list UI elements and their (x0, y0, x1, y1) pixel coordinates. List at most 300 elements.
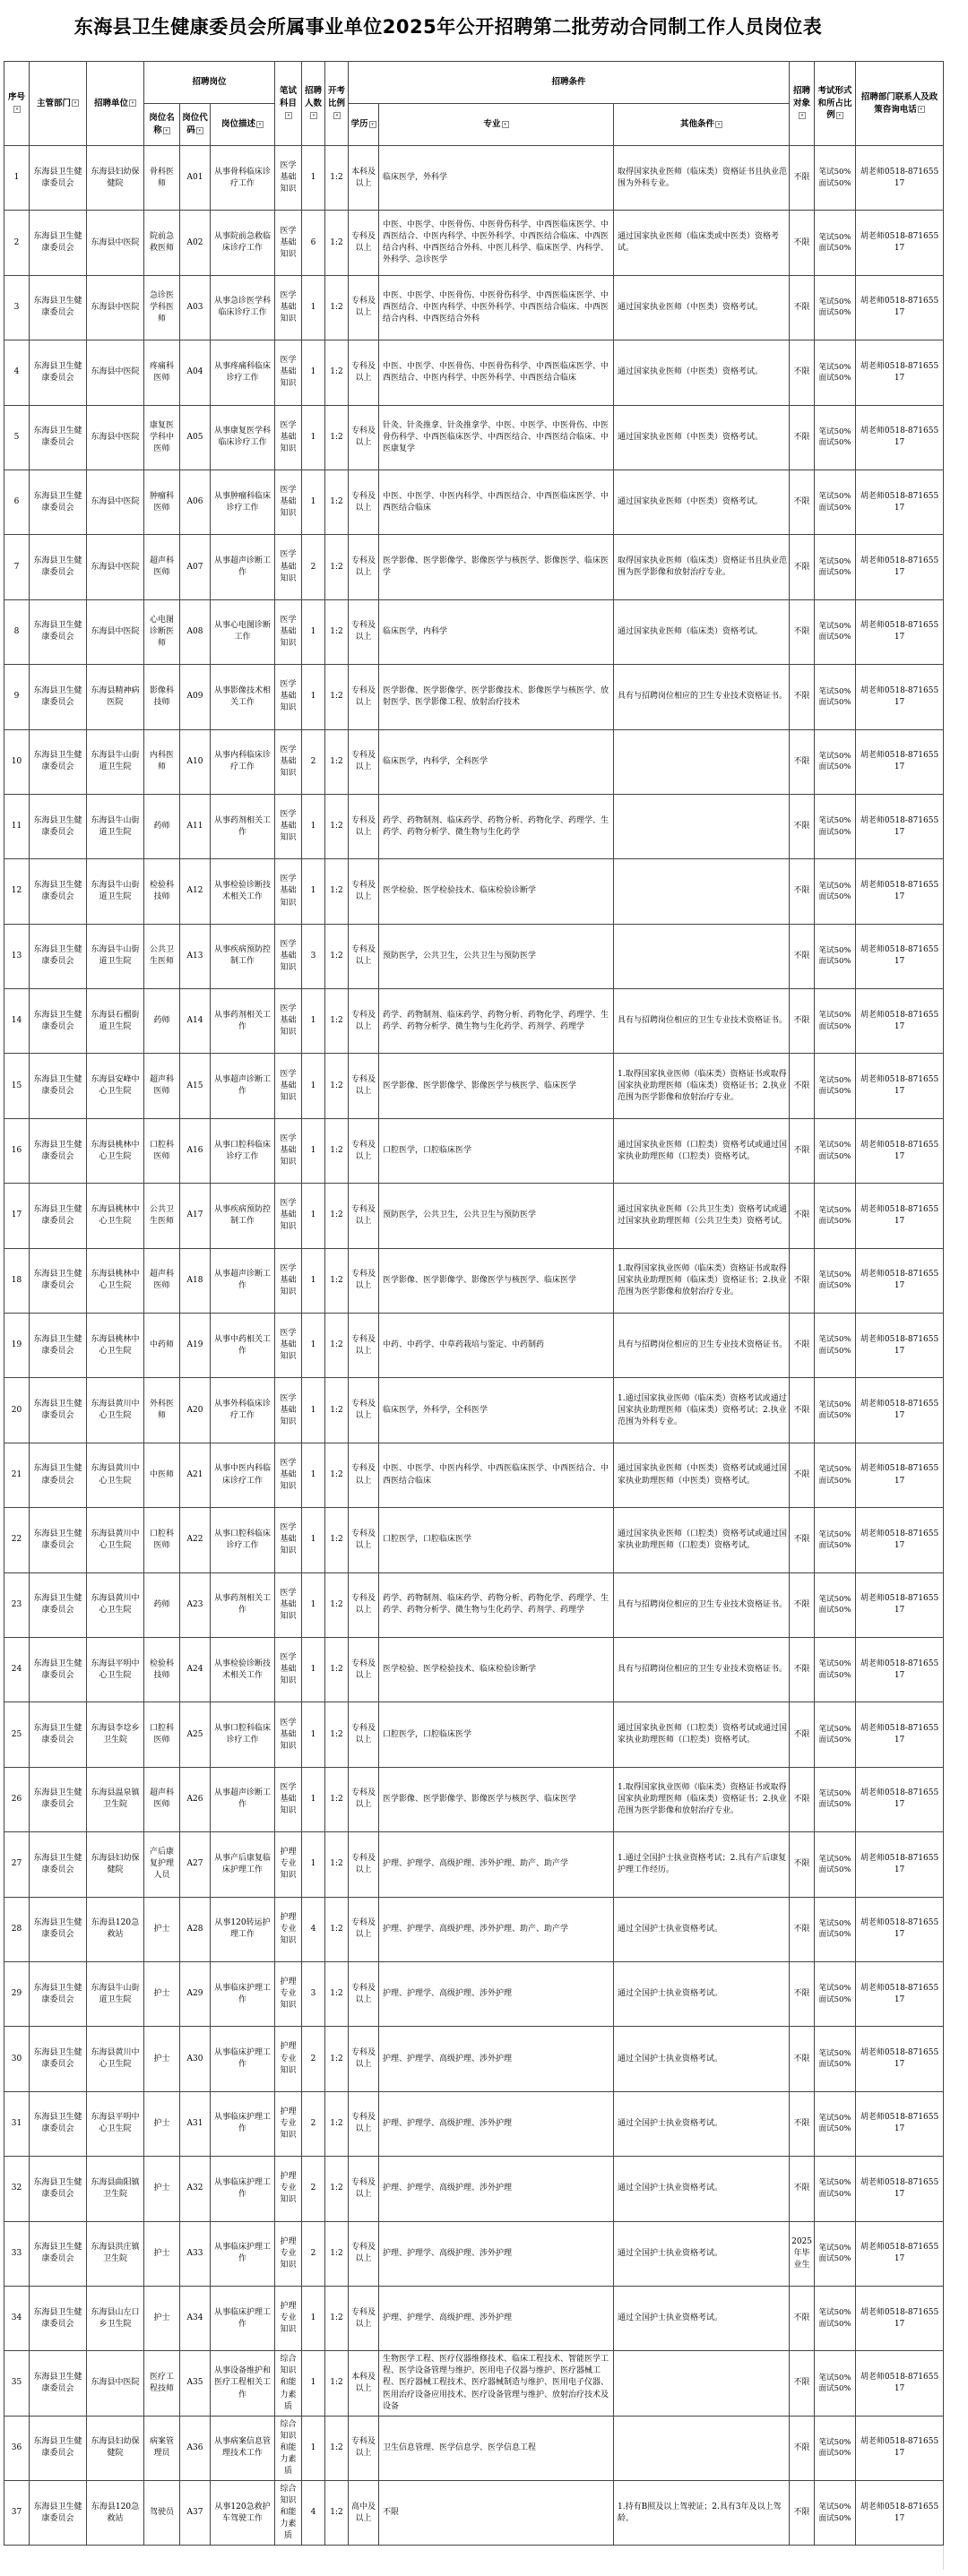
cell-post-name[interactable]: 心电图诊断医师 (144, 599, 180, 664)
cell-exam[interactable]: 医学基础知识 (275, 146, 302, 211)
cell-edu[interactable]: 专科及以上 (349, 275, 379, 340)
cell-seq[interactable]: 21 (4, 1443, 30, 1507)
cell-method[interactable]: 笔试50%面试50% (815, 1118, 856, 1183)
cell-major[interactable]: 口腔医学，口腔临床医学 (379, 1702, 614, 1767)
cell-exam[interactable]: 医学基础知识 (275, 924, 302, 988)
cell-seq[interactable]: 30 (4, 2027, 30, 2091)
cell-count[interactable]: 1 (302, 794, 325, 858)
cell-exam[interactable]: 医学基础知识 (275, 989, 302, 1054)
cell-post-code[interactable]: A35 (180, 2351, 211, 2416)
cell-major[interactable]: 护理、护理学、高级护理、涉外护理 (379, 2027, 614, 2091)
cell-exam[interactable]: 医学基础知识 (275, 1572, 302, 1637)
cell-seq[interactable]: 11 (4, 794, 30, 858)
cell-contact[interactable]: 胡老师0518-87165517 (856, 1378, 944, 1443)
cell-contact[interactable]: 胡老师0518-87165517 (856, 2351, 944, 2416)
cell-post-desc[interactable]: 从事心电图诊断工作 (211, 599, 275, 664)
cell-other[interactable]: 通过国家执业医师（口腔类）资格考试或通过国家执业助理医师（口腔类）资格考试。 (614, 1118, 790, 1183)
cell-dept[interactable]: 东海县卫生健康委员会 (30, 2286, 87, 2350)
cell-method[interactable]: 笔试50%面试50% (815, 275, 856, 340)
cell-edu[interactable]: 本科及以上 (349, 2351, 379, 2416)
cell-unit[interactable]: 东海县黄川中心卫生院 (87, 1572, 144, 1637)
cell-other[interactable]: 通过国家执业医师（临床类）资格考试。 (614, 599, 790, 664)
cell-method[interactable]: 笔试50%面试50% (815, 599, 856, 664)
cell-post-name[interactable]: 检验科技师 (144, 859, 180, 924)
cell-edu[interactable]: 专科及以上 (349, 2221, 379, 2286)
cell-post-desc[interactable]: 从事设备维护和医疗工程相关工作 (211, 2351, 275, 2416)
cell-unit[interactable]: 东海县黄川中心卫生院 (87, 1508, 144, 1572)
cell-unit[interactable]: 东海县中医院 (87, 275, 144, 340)
cell-edu[interactable]: 专科及以上 (349, 1378, 379, 1443)
cell-contact[interactable]: 胡老师0518-87165517 (856, 665, 944, 729)
cell-post-code[interactable]: A24 (180, 1637, 211, 1702)
cell-ratio[interactable]: 1:2 (325, 405, 349, 470)
cell-post-code[interactable]: A16 (180, 1118, 211, 1183)
cell-contact[interactable]: 胡老师0518-87165517 (856, 1054, 944, 1118)
cell-exam[interactable]: 护理专业知识 (275, 1897, 302, 1961)
cell-dept[interactable]: 东海县卫生健康委员会 (30, 1832, 87, 1897)
cell-unit[interactable]: 东海县牛山街道卫生院 (87, 924, 144, 988)
cell-seq[interactable]: 15 (4, 1054, 30, 1118)
cell-count[interactable]: 1 (302, 470, 325, 534)
cell-count[interactable]: 1 (302, 2416, 325, 2480)
cell-post-code[interactable]: A01 (180, 146, 211, 211)
cell-ratio[interactable]: 1:2 (325, 924, 349, 988)
cell-post-name[interactable]: 超声科医师 (144, 1054, 180, 1118)
cell-edu[interactable]: 专科及以上 (349, 211, 379, 275)
cell-contact[interactable]: 胡老师0518-87165517 (856, 1184, 944, 1248)
cell-target[interactable]: 不限 (790, 1248, 815, 1313)
cell-unit[interactable]: 东海县桃林中心卫生院 (87, 1314, 144, 1378)
cell-major[interactable]: 护理、护理学、高级护理、涉外护理、助产、助产学 (379, 1897, 614, 1961)
cell-edu[interactable]: 专科及以上 (349, 859, 379, 924)
cell-target[interactable]: 不限 (790, 1314, 815, 1378)
cell-ratio[interactable]: 1:2 (325, 1961, 349, 2026)
header-post-desc[interactable]: 岗位描述 ▾ (211, 104, 275, 146)
header-post-name[interactable]: 岗位名称 ▾ (144, 104, 180, 146)
cell-post-code[interactable]: A12 (180, 859, 211, 924)
cell-exam[interactable]: 医学基础知识 (275, 1314, 302, 1378)
cell-count[interactable]: 1 (302, 1054, 325, 1118)
cell-post-name[interactable]: 骨科医师 (144, 146, 180, 211)
cell-ratio[interactable]: 1:2 (325, 1054, 349, 1118)
cell-contact[interactable]: 胡老师0518-87165517 (856, 2416, 944, 2480)
cell-other[interactable]: 1.取得国家执业医师（临床类）资格证书或取得国家执业助理医师（临床类）资格证书；2.执业范围为医学影像和放射治疗专业。 (614, 1248, 790, 1313)
cell-method[interactable]: 笔试50%面试50% (815, 1443, 856, 1507)
cell-contact[interactable]: 胡老师0518-87165517 (856, 275, 944, 340)
cell-major[interactable]: 护理、护理学、高级护理、涉外护理 (379, 2157, 614, 2221)
cell-ratio[interactable]: 1:2 (325, 1637, 349, 1702)
cell-post-code[interactable]: A26 (180, 1767, 211, 1831)
cell-contact[interactable]: 胡老师0518-87165517 (856, 1572, 944, 1637)
cell-post-code[interactable]: A08 (180, 599, 211, 664)
cell-exam[interactable]: 医学基础知识 (275, 1054, 302, 1118)
cell-other[interactable] (614, 729, 790, 794)
cell-seq[interactable]: 28 (4, 1897, 30, 1961)
cell-target[interactable]: 不限 (790, 535, 815, 599)
cell-target[interactable]: 不限 (790, 1897, 815, 1961)
cell-contact[interactable]: 胡老师0518-87165517 (856, 2286, 944, 2350)
cell-dept[interactable]: 东海县卫生健康委员会 (30, 2351, 87, 2416)
cell-dept[interactable]: 东海县卫生健康委员会 (30, 146, 87, 211)
cell-post-code[interactable]: A14 (180, 989, 211, 1054)
cell-post-desc[interactable]: 从事临床护理工作 (211, 2091, 275, 2156)
cell-unit[interactable]: 东海县牛山街道卫生院 (87, 794, 144, 858)
cell-seq[interactable]: 3 (4, 275, 30, 340)
cell-ratio[interactable]: 1:2 (325, 1897, 349, 1961)
cell-major[interactable]: 临床医学，内科学，全科医学 (379, 729, 614, 794)
cell-post-desc[interactable]: 从事超声诊断工作 (211, 1248, 275, 1313)
cell-post-name[interactable]: 内科医师 (144, 729, 180, 794)
cell-ratio[interactable]: 1:2 (325, 146, 349, 211)
cell-post-name[interactable]: 院前急救医师 (144, 211, 180, 275)
cell-post-code[interactable]: A36 (180, 2416, 211, 2480)
cell-other[interactable]: 通过全国护士执业资格考试。 (614, 1961, 790, 2026)
cell-post-code[interactable]: A13 (180, 924, 211, 988)
cell-exam[interactable]: 医学基础知识 (275, 1767, 302, 1831)
cell-edu[interactable]: 本科及以上 (349, 146, 379, 211)
cell-unit[interactable]: 东海县120急救站 (87, 1897, 144, 1961)
cell-ratio[interactable]: 1:2 (325, 1443, 349, 1507)
cell-post-name[interactable]: 超声科医师 (144, 535, 180, 599)
cell-exam[interactable]: 护理专业知识 (275, 2091, 302, 2156)
cell-contact[interactable]: 胡老师0518-87165517 (856, 1637, 944, 1702)
cell-count[interactable]: 1 (302, 340, 325, 405)
cell-method[interactable]: 笔试50%面试50% (815, 989, 856, 1054)
cell-ratio[interactable]: 1:2 (325, 2091, 349, 2156)
cell-other[interactable]: 通过全国护士执业资格考试。 (614, 1897, 790, 1961)
cell-seq[interactable]: 34 (4, 2286, 30, 2350)
cell-ratio[interactable]: 1:2 (325, 2351, 349, 2416)
cell-dept[interactable]: 东海县卫生健康委员会 (30, 2416, 87, 2480)
cell-count[interactable]: 4 (302, 1897, 325, 1961)
cell-ratio[interactable]: 1:2 (325, 1767, 349, 1831)
cell-post-name[interactable]: 公共卫生医师 (144, 924, 180, 988)
cell-post-desc[interactable]: 从事内科临床诊疗工作 (211, 729, 275, 794)
cell-major[interactable]: 预防医学，公共卫生，公共卫生与预防医学 (379, 1184, 614, 1248)
cell-contact[interactable]: 胡老师0518-87165517 (856, 1961, 944, 2026)
cell-major[interactable]: 中医、中医学、中医内科学、中西医结合、中西医临床医学、中西医结合临床 (379, 470, 614, 534)
cell-count[interactable]: 1 (302, 1118, 325, 1183)
cell-target[interactable]: 不限 (790, 1961, 815, 2026)
cell-post-desc[interactable]: 从事药剂相关工作 (211, 989, 275, 1054)
cell-other[interactable]: 通过全国护士执业资格考试。 (614, 2221, 790, 2286)
cell-unit[interactable]: 东海县中医院 (87, 599, 144, 664)
cell-seq[interactable]: 14 (4, 989, 30, 1054)
cell-edu[interactable]: 专科及以上 (349, 2286, 379, 2350)
cell-edu[interactable]: 专科及以上 (349, 1443, 379, 1507)
cell-target[interactable]: 不限 (790, 599, 815, 664)
cell-post-desc[interactable]: 从事检验诊断技术相关工作 (211, 859, 275, 924)
cell-seq[interactable]: 31 (4, 2091, 30, 2156)
cell-unit[interactable]: 东海县中医院 (87, 340, 144, 405)
cell-contact[interactable]: 胡老师0518-87165517 (856, 1443, 944, 1507)
cell-post-name[interactable]: 驾驶员 (144, 2481, 180, 2546)
cell-ratio[interactable]: 1:2 (325, 729, 349, 794)
cell-seq[interactable]: 4 (4, 340, 30, 405)
cell-dept[interactable]: 东海县卫生健康委员会 (30, 2091, 87, 2156)
cell-exam[interactable]: 医学基础知识 (275, 535, 302, 599)
cell-exam[interactable]: 护理专业知识 (275, 1961, 302, 2026)
cell-post-name[interactable]: 检验科技师 (144, 1637, 180, 1702)
cell-other[interactable]: 通过全国护士执业资格考试。 (614, 2157, 790, 2221)
cell-major[interactable]: 口腔医学，口腔临床医学 (379, 1508, 614, 1572)
cell-target[interactable]: 不限 (790, 1443, 815, 1507)
cell-seq[interactable]: 36 (4, 2416, 30, 2480)
cell-post-name[interactable]: 药师 (144, 794, 180, 858)
cell-contact[interactable]: 胡老师0518-87165517 (856, 989, 944, 1054)
cell-unit[interactable]: 东海县中医院 (87, 211, 144, 275)
cell-major[interactable]: 护理、护理学、高级护理、涉外护理 (379, 2221, 614, 2286)
cell-major[interactable]: 护理、护理学、高级护理、涉外护理、助产、助产学 (379, 1832, 614, 1897)
cell-target[interactable]: 不限 (790, 470, 815, 534)
cell-post-code[interactable]: A15 (180, 1054, 211, 1118)
cell-method[interactable]: 笔试50%面试50% (815, 2351, 856, 2416)
cell-unit[interactable]: 东海县桃林中心卫生院 (87, 1184, 144, 1248)
cell-dept[interactable]: 东海县卫生健康委员会 (30, 1767, 87, 1831)
cell-post-code[interactable]: A17 (180, 1184, 211, 1248)
cell-target[interactable]: 不限 (790, 2157, 815, 2221)
cell-target[interactable]: 不限 (790, 2286, 815, 2350)
cell-method[interactable]: 笔试50%面试50% (815, 665, 856, 729)
cell-method[interactable]: 笔试50%面试50% (815, 1378, 856, 1443)
cell-dept[interactable]: 东海县卫生健康委员会 (30, 1184, 87, 1248)
cell-dept[interactable]: 东海县卫生健康委员会 (30, 1637, 87, 1702)
cell-dept[interactable]: 东海县卫生健康委员会 (30, 1702, 87, 1767)
cell-post-name[interactable]: 护士 (144, 2286, 180, 2350)
cell-method[interactable]: 笔试50%面试50% (815, 2221, 856, 2286)
cell-dept[interactable]: 东海县卫生健康委员会 (30, 1378, 87, 1443)
cell-edu[interactable]: 高中及以上 (349, 2481, 379, 2546)
cell-seq[interactable]: 8 (4, 599, 30, 664)
cell-target[interactable]: 不限 (790, 1572, 815, 1637)
cell-major[interactable]: 针灸、针灸推拿、针灸推拿学、中医、中医学、中医骨伤、中医骨伤科学、中西医临床医学、中西医结合、中西医结合临床、中医康复学 (379, 405, 614, 470)
cell-major[interactable]: 生物医学工程、医疗仪器维修技术、临床工程技术、智能医学工程、医学设备管理与维护、医用电子仪器与维护、医疗器械工程、医疗器械工程技术、医疗器械制造与维护、医用电子仪器、医用治疗设备应用技术、医疗设备管理与维护、放射治疗技术及设备 (379, 2351, 614, 2416)
cell-target[interactable]: 不限 (790, 2481, 815, 2546)
cell-count[interactable]: 6 (302, 211, 325, 275)
cell-ratio[interactable]: 1:2 (325, 2416, 349, 2480)
cell-edu[interactable]: 专科及以上 (349, 1767, 379, 1831)
cell-contact[interactable]: 胡老师0518-87165517 (856, 340, 944, 405)
cell-edu[interactable]: 专科及以上 (349, 1637, 379, 1702)
cell-edu[interactable]: 专科及以上 (349, 1572, 379, 1637)
cell-exam[interactable]: 综合知识和能力素质 (275, 2351, 302, 2416)
cell-other[interactable]: 具有与招聘岗位相应的卫生专业技术资格证书。 (614, 1572, 790, 1637)
cell-post-name[interactable]: 超声科医师 (144, 1767, 180, 1831)
cell-exam[interactable]: 综合知识和能力素质 (275, 2416, 302, 2480)
cell-post-code[interactable]: A23 (180, 1572, 211, 1637)
cell-count[interactable]: 2 (302, 2091, 325, 2156)
cell-post-desc[interactable]: 从事口腔科临床诊疗工作 (211, 1702, 275, 1767)
cell-post-desc[interactable]: 从事影像技术相关工作 (211, 665, 275, 729)
cell-post-desc[interactable]: 从事病案信息管理技术工作 (211, 2416, 275, 2480)
cell-dept[interactable]: 东海县卫生健康委员会 (30, 2027, 87, 2091)
cell-post-code[interactable]: A30 (180, 2027, 211, 2091)
cell-edu[interactable]: 专科及以上 (349, 470, 379, 534)
cell-other[interactable] (614, 2351, 790, 2416)
header-ratio[interactable]: 开考比例▾ (325, 62, 349, 146)
cell-dept[interactable]: 东海县卫生健康委员会 (30, 340, 87, 405)
cell-post-name[interactable]: 护士 (144, 2221, 180, 2286)
cell-ratio[interactable]: 1:2 (325, 1832, 349, 1897)
cell-post-code[interactable]: A19 (180, 1314, 211, 1378)
header-target[interactable]: 招聘对象▾ (790, 62, 815, 146)
cell-post-desc[interactable]: 从事超声诊断工作 (211, 1767, 275, 1831)
cell-dept[interactable]: 东海县卫生健康委员会 (30, 599, 87, 664)
cell-method[interactable]: 笔试50%面试50% (815, 924, 856, 988)
cell-other[interactable]: 通过全国护士执业资格考试。 (614, 2091, 790, 2156)
cell-unit[interactable]: 东海县李埝乡卫生院 (87, 1702, 144, 1767)
cell-target[interactable]: 不限 (790, 924, 815, 988)
cell-dept[interactable]: 东海县卫生健康委员会 (30, 729, 87, 794)
cell-unit[interactable]: 东海县曲阳镇卫生院 (87, 2157, 144, 2221)
cell-count[interactable]: 1 (302, 1378, 325, 1443)
cell-other[interactable]: 通过国家执业医师（中医类）资格考试或通过国家执业助理医师（中医类）资格考试。 (614, 1443, 790, 1507)
cell-post-name[interactable]: 疼痛科医师 (144, 340, 180, 405)
cell-seq[interactable]: 20 (4, 1378, 30, 1443)
cell-post-desc[interactable]: 从事药剂相关工作 (211, 1572, 275, 1637)
cell-post-code[interactable]: A34 (180, 2286, 211, 2350)
cell-post-code[interactable]: A33 (180, 2221, 211, 2286)
cell-contact[interactable]: 胡老师0518-87165517 (856, 2221, 944, 2286)
cell-post-desc[interactable]: 从事骨科临床诊疗工作 (211, 146, 275, 211)
cell-target[interactable]: 不限 (790, 1118, 815, 1183)
cell-contact[interactable]: 胡老师0518-87165517 (856, 2157, 944, 2221)
cell-contact[interactable]: 胡老师0518-87165517 (856, 1832, 944, 1897)
cell-exam[interactable]: 综合知识和能力素质 (275, 2481, 302, 2546)
cell-post-desc[interactable]: 从事检验诊断技术相关工作 (211, 1637, 275, 1702)
cell-post-desc[interactable]: 从事疾病预防控制工作 (211, 924, 275, 988)
cell-other[interactable]: 1.持有B照及以上驾驶证；2.具有3年及以上驾龄。 (614, 2481, 790, 2546)
cell-post-code[interactable]: A09 (180, 665, 211, 729)
cell-target[interactable]: 不限 (790, 1702, 815, 1767)
cell-exam[interactable]: 医学基础知识 (275, 211, 302, 275)
cell-edu[interactable]: 专科及以上 (349, 2027, 379, 2091)
cell-other[interactable]: 具有与招聘岗位相应的卫生专业技术资格证书。 (614, 989, 790, 1054)
cell-ratio[interactable]: 1:2 (325, 1118, 349, 1183)
cell-post-name[interactable]: 肿瘤科医师 (144, 470, 180, 534)
cell-other[interactable]: 通过国家执业医师（口腔类）资格考试或通过国家执业助理医师（口腔类）资格考试。 (614, 1508, 790, 1572)
cell-seq[interactable]: 16 (4, 1118, 30, 1183)
cell-seq[interactable]: 23 (4, 1572, 30, 1637)
cell-edu[interactable]: 专科及以上 (349, 340, 379, 405)
cell-ratio[interactable]: 1:2 (325, 1184, 349, 1248)
cell-other[interactable]: 1.通过全国护士执业资格考试；2.具有产后康复护理工作经历。 (614, 1832, 790, 1897)
cell-contact[interactable]: 胡老师0518-87165517 (856, 1702, 944, 1767)
cell-major[interactable]: 医学影像、医学影像学、医学影像技术、影像医学与核医学、放射医学、医学影像工程、放射治疗技术 (379, 665, 614, 729)
cell-unit[interactable]: 东海县石榴街道卫生院 (87, 989, 144, 1054)
cell-major[interactable]: 医学检验、医学检验技术、临床检验诊断学 (379, 859, 614, 924)
cell-post-name[interactable]: 超声科医师 (144, 1248, 180, 1313)
cell-method[interactable]: 笔试50%面试50% (815, 2091, 856, 2156)
cell-seq[interactable]: 22 (4, 1508, 30, 1572)
cell-unit[interactable]: 东海县妇幼保健院 (87, 146, 144, 211)
cell-other[interactable]: 通过国家执业医师（中医类）资格考试。 (614, 405, 790, 470)
cell-post-code[interactable]: A27 (180, 1832, 211, 1897)
cell-post-name[interactable]: 口腔科医师 (144, 1118, 180, 1183)
cell-seq[interactable]: 27 (4, 1832, 30, 1897)
cell-target[interactable]: 不限 (790, 146, 815, 211)
cell-target[interactable]: 不限 (790, 2091, 815, 2156)
cell-edu[interactable]: 专科及以上 (349, 1184, 379, 1248)
cell-post-name[interactable]: 护士 (144, 1897, 180, 1961)
cell-seq[interactable]: 6 (4, 470, 30, 534)
cell-post-code[interactable]: A37 (180, 2481, 211, 2546)
cell-edu[interactable]: 专科及以上 (349, 1248, 379, 1313)
cell-count[interactable]: 1 (302, 405, 325, 470)
cell-post-desc[interactable]: 从事临床护理工作 (211, 1961, 275, 2026)
cell-post-name[interactable]: 护士 (144, 2027, 180, 2091)
cell-count[interactable]: 1 (302, 1443, 325, 1507)
cell-post-desc[interactable]: 从事临床护理工作 (211, 2027, 275, 2091)
cell-seq[interactable]: 7 (4, 535, 30, 599)
cell-post-name[interactable]: 药师 (144, 989, 180, 1054)
cell-method[interactable]: 笔试50%面试50% (815, 1702, 856, 1767)
cell-unit[interactable]: 东海县平明中心卫生院 (87, 1637, 144, 1702)
cell-other[interactable]: 通过国家执业医师（口腔类）资格考试或通过国家执业助理医师（口腔类）资格考试。 (614, 1702, 790, 1767)
cell-contact[interactable]: 胡老师0518-87165517 (856, 1897, 944, 1961)
cell-target[interactable]: 不限 (790, 1637, 815, 1702)
cell-other[interactable] (614, 924, 790, 988)
header-exam[interactable]: 笔试科目▾ (275, 62, 302, 146)
cell-unit[interactable]: 东海县中医院 (87, 535, 144, 599)
cell-target[interactable]: 不限 (790, 665, 815, 729)
header-contact[interactable]: 招聘部门联系人及政策咨询电话 ▾ (856, 62, 944, 146)
cell-unit[interactable]: 东海县平明中心卫生院 (87, 2091, 144, 2156)
cell-ratio[interactable]: 1:2 (325, 535, 349, 599)
cell-count[interactable]: 1 (302, 1767, 325, 1831)
cell-post-desc[interactable]: 从事疾病预防控制工作 (211, 1184, 275, 1248)
cell-post-name[interactable]: 护士 (144, 1961, 180, 2026)
cell-target[interactable]: 不限 (790, 1508, 815, 1572)
cell-post-code[interactable]: A07 (180, 535, 211, 599)
cell-exam[interactable]: 医学基础知识 (275, 1637, 302, 1702)
cell-post-desc[interactable]: 从事超声诊断工作 (211, 535, 275, 599)
cell-other[interactable]: 通过国家执业医师（公共卫生类）资格考试或通过国家执业助理医师（公共卫生类）资格考试。 (614, 1184, 790, 1248)
cell-contact[interactable]: 胡老师0518-87165517 (856, 1248, 944, 1313)
cell-post-name[interactable]: 影像科技师 (144, 665, 180, 729)
cell-exam[interactable]: 医学基础知识 (275, 729, 302, 794)
cell-target[interactable]: 不限 (790, 729, 815, 794)
cell-exam[interactable]: 护理专业知识 (275, 2157, 302, 2221)
cell-method[interactable]: 笔试50%面试50% (815, 405, 856, 470)
cell-target[interactable]: 不限 (790, 1184, 815, 1248)
cell-other[interactable]: 具有与招聘岗位相应的卫生专业技术资格证书。 (614, 665, 790, 729)
cell-post-code[interactable]: A28 (180, 1897, 211, 1961)
cell-ratio[interactable]: 1:2 (325, 470, 349, 534)
cell-edu[interactable]: 专科及以上 (349, 924, 379, 988)
cell-dept[interactable]: 东海县卫生健康委员会 (30, 211, 87, 275)
cell-major[interactable]: 临床医学，外科学，全科医学 (379, 1378, 614, 1443)
cell-major[interactable]: 药学、药物制剂、临床药学、药物分析、药物化学、药理学、生药学、药物分析学、微生物与生化药学、药剂学、药理学 (379, 1572, 614, 1637)
cell-method[interactable]: 笔试50%面试50% (815, 470, 856, 534)
cell-seq[interactable]: 37 (4, 2481, 30, 2546)
cell-unit[interactable]: 东海县洪庄镇卫生院 (87, 2221, 144, 2286)
cell-exam[interactable]: 护理专业知识 (275, 2221, 302, 2286)
cell-major[interactable]: 中医、中医学、中医骨伤、中医骨伤科学、中西医临床医学、中西医结合、中医内科学、中医外科学、中西医结合临床 (379, 340, 614, 405)
cell-exam[interactable]: 护理专业知识 (275, 1832, 302, 1897)
cell-seq[interactable]: 13 (4, 924, 30, 988)
cell-seq[interactable]: 33 (4, 2221, 30, 2286)
cell-other[interactable]: 通过国家执业医师（中医类）资格考试。 (614, 470, 790, 534)
cell-seq[interactable]: 10 (4, 729, 30, 794)
cell-major[interactable]: 护理、护理学、高级护理、涉外护理 (379, 2286, 614, 2350)
cell-count[interactable]: 2 (302, 535, 325, 599)
cell-count[interactable]: 1 (302, 1702, 325, 1767)
cell-dept[interactable]: 东海县卫生健康委员会 (30, 989, 87, 1054)
cell-contact[interactable]: 胡老师0518-87165517 (856, 1118, 944, 1183)
cell-post-code[interactable]: A10 (180, 729, 211, 794)
cell-count[interactable]: 1 (302, 1572, 325, 1637)
